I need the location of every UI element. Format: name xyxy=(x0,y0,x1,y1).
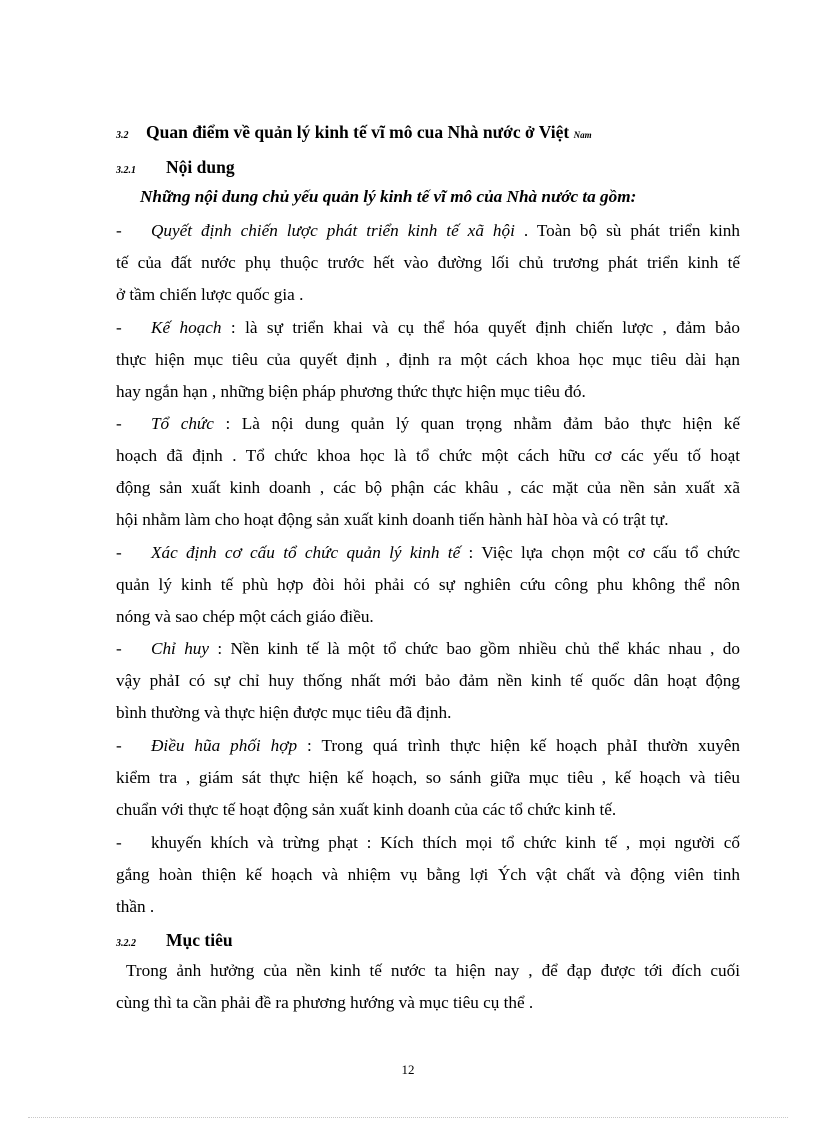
list-item xyxy=(116,412,740,436)
item-text: : Việc lựa chọn một cơ cấu tổ chức xyxy=(460,543,740,562)
item-term: Xác định cơ cấu tổ chức quản lý kinh tế xyxy=(151,543,461,562)
intro-sentence: Những nội dung chủ yếu quản lý kinh tế vĩ mô của Nhà nước ta gồm: xyxy=(140,187,637,206)
text-line: tế của đất nước phụ thuộc trước hết vào đường lối chủ trương phát triển kinh tế xyxy=(116,253,740,272)
item-term: Điều hũa phối hợp xyxy=(151,736,298,755)
section-number: 3.2 xyxy=(116,130,129,141)
bullet-dash: - xyxy=(116,414,122,433)
subsection-title: Nội dung xyxy=(166,157,235,177)
item-text: : là sự triển khai và cụ thể hóa quyết định chiến lược , đảm bảo xyxy=(221,318,740,337)
page-number: 12 xyxy=(401,1062,415,1077)
text-line: kiểm tra , giám sát thực hiện kế hoạch, so sánh giữa mục tiêu , kế hoạch và tiêu xyxy=(116,768,740,787)
bullet-dash: - xyxy=(116,221,122,240)
subsection-heading xyxy=(116,928,740,956)
item-text: : Trong quá trình thực hiện kế hoạch phảI thườn xuyên xyxy=(297,736,741,755)
section-heading xyxy=(116,120,740,148)
list-item xyxy=(116,831,740,855)
text-line: gắng hoàn thiện kế hoạch và nhiệm vụ bằng lợi Ých vật chất và động viên tinh xyxy=(116,865,740,884)
text-line: thực hiện mục tiêu của quyết định , định ra một cách khoa học mục tiêu dài hạn xyxy=(116,350,740,369)
text-line: ở tầm chiến lược quốc gia . xyxy=(116,285,304,304)
page-bottom-border xyxy=(28,1117,788,1118)
item-text: . Toàn bộ sù phát triển kinh xyxy=(514,221,740,240)
section-title: Quan điểm về quản lý kinh tế vĩ mô cua Nhà nước ở Việt xyxy=(146,122,570,142)
item-text: : Là nội dung quản lý quan trọng nhằm đảm bảo thực hiện kế xyxy=(213,414,740,433)
item-term: Tổ chức xyxy=(151,414,214,433)
bullet-dash: - xyxy=(116,543,122,562)
text-line: cùng thì ta cần phải đề ra phương hướng và mục tiêu cụ thể . xyxy=(116,993,534,1012)
list-item xyxy=(116,316,740,340)
text-line: nóng và sao chép một cách giáo điều. xyxy=(116,607,374,626)
bullet-dash: - xyxy=(116,833,122,852)
list-item xyxy=(116,637,740,661)
text-line: bình thường và thực hiện được mục tiêu đã định. xyxy=(116,703,452,722)
item-term: Kế hoạch xyxy=(151,318,222,337)
bullet-dash: - xyxy=(116,736,122,755)
item-term: Chỉ huy xyxy=(151,639,210,658)
subsection-number: 3.2.2 xyxy=(116,938,136,949)
text-line: chuẩn với thực tế hoạt động sản xuất kinh doanh của các tổ chức kinh tế. xyxy=(116,800,617,819)
bullet-dash: - xyxy=(116,639,122,658)
item-text: : Nền kinh tế là một tổ chức bao gồm nhiều chủ thể khác nhau , do xyxy=(209,639,740,658)
list-item xyxy=(116,734,740,758)
text-line: thần . xyxy=(116,897,155,916)
text-line: vậy phảI có sự chỉ huy thống nhất mới bảo đảm nền kinh tế quốc dân hoạt động xyxy=(116,671,740,690)
text-line: động sản xuất kinh doanh , các bộ phận các khâu , các mặt của nền sản xuất xã xyxy=(116,478,740,497)
text-line: hay ngắn hạn , những biện pháp phương thức thực hiện mục tiêu đó. xyxy=(116,382,586,401)
text-line: hội nhằm làm cho hoạt động sản xuất kinh doanh tiến hành hàI hòa và có trật tự. xyxy=(116,510,669,529)
text-line: Trong ảnh hưởng của nền kinh tế nước ta hiện nay , để đạp được tới đích cuối xyxy=(126,961,740,980)
list-item xyxy=(116,219,740,243)
text-line: quản lý kinh tế phù hợp đòi hỏi phải có sự nghiên cứu công phu không thể nôn xyxy=(116,575,740,594)
section-title-suffix: Nam xyxy=(573,130,592,140)
subsection-number: 3.2.1 xyxy=(116,165,136,176)
bullet-dash: - xyxy=(116,318,122,337)
text-line: hoạch đã định . Tổ chức khoa học là tổ chức một cách hữu cơ các yếu tố hoạt xyxy=(116,446,740,465)
subsection-title: Mục tiêu xyxy=(166,930,233,950)
subsection-heading xyxy=(116,155,740,183)
item-term: Quyết định chiến lược phát triển kinh tế xã hội xyxy=(151,221,515,240)
item-text: khuyến khích và trừng phạt : Kích thích mọi tổ chức kinh tế , mọi người cố xyxy=(151,833,740,852)
list-item xyxy=(116,541,740,565)
